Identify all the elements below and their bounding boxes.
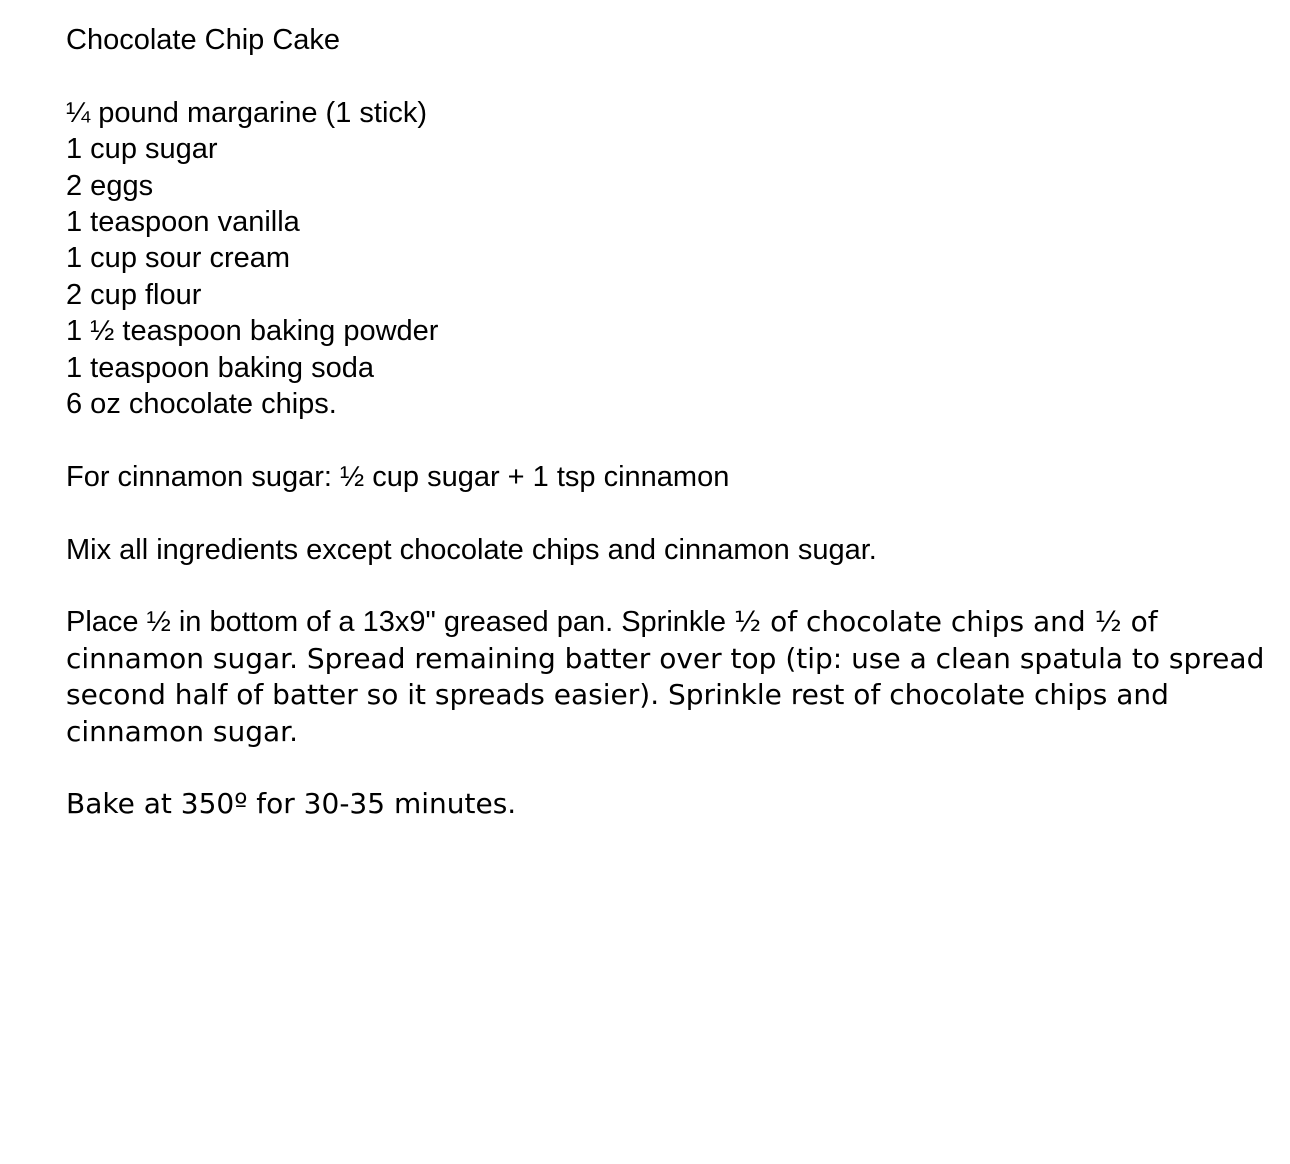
ingredient-item: 2 eggs <box>66 169 154 202</box>
spacer <box>66 750 1281 786</box>
ingredient-item: 6 oz chocolate chips. <box>66 388 337 421</box>
ingredient-item: 1 cup sugar <box>66 133 218 166</box>
recipe-document <box>66 22 1281 823</box>
ingredient-item: ¼ pound margarine (1 stick) <box>66 96 428 129</box>
cinnamon-sugar-note: For cinnamon sugar: ½ cup sugar + 1 tsp cinnamon <box>66 460 730 493</box>
spacer <box>66 58 1281 94</box>
place-instruction-start: Place ½ in bottom of a 13x9" greased pan. Sprinkle <box>66 606 735 639</box>
ingredient-list <box>66 95 1281 423</box>
bake-instruction: Bake at 350º for 30-35 minutes. <box>66 787 517 821</box>
spacer <box>66 568 1281 604</box>
place-instruction <box>66 604 1281 750</box>
ingredient-item: 2 cup flour <box>66 278 202 311</box>
mix-instruction: Mix all ingredients except chocolate chips and cinnamon sugar. <box>66 533 877 566</box>
ingredient-item: 1 ½ teaspoon baking powder <box>66 315 439 348</box>
ingredient-item: 1 cup sour cream <box>66 242 291 275</box>
ingredient-item: 1 teaspoon baking soda <box>66 351 374 384</box>
spacer <box>66 495 1281 531</box>
place-instruction-rest: ½ of chocolate chips and ½ of cinnamon sugar. Spread remaining batter over top (tip: use a clean spatula to spread second half of batter so it spreads easier). Sprinkle rest of chocolate chips and cinnamon sugar. <box>66 605 1265 748</box>
ingredient-item: 1 teaspoon vanilla <box>66 206 300 239</box>
spacer <box>66 422 1281 458</box>
recipe-title: Chocolate Chip Cake <box>66 24 341 56</box>
